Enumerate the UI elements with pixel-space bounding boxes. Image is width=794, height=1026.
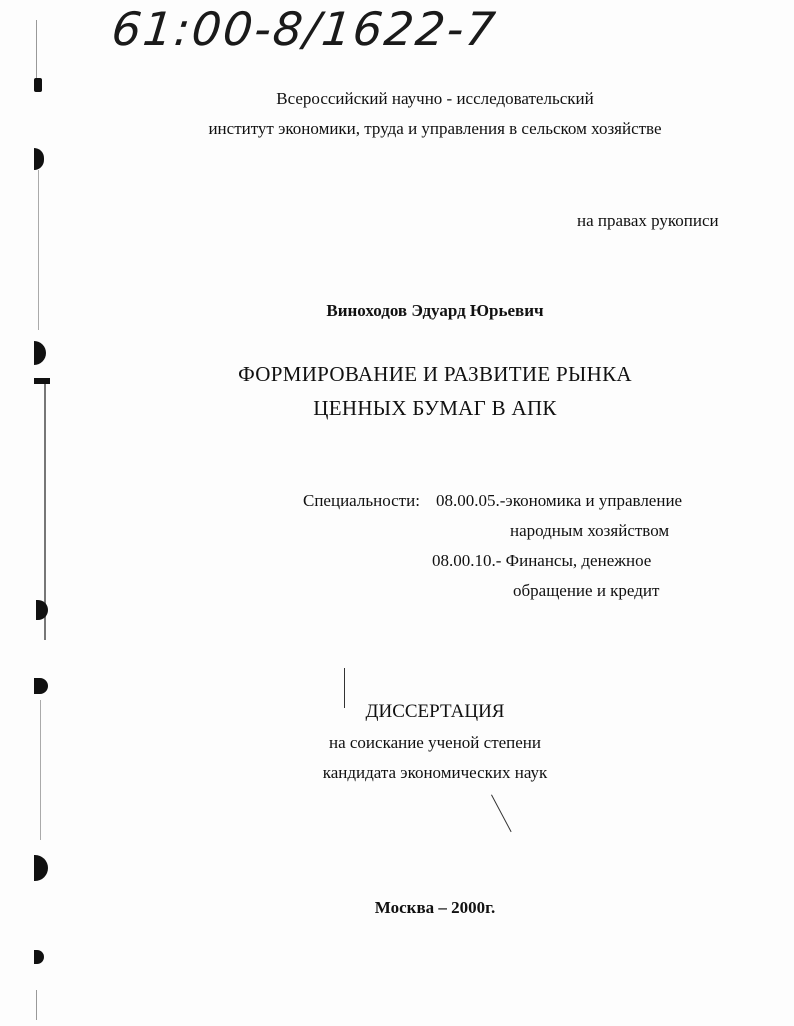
city-year: Москва – 2000г. bbox=[374, 898, 496, 917]
institution-line-2: институт экономики, труда и управления в сельском хозяйстве bbox=[208, 119, 662, 138]
specialty-2-line-1: 08.00.10.- Финансы, денежное bbox=[432, 551, 652, 570]
thesis-title-line-2: ЦЕННЫХ БУМАГ В АПК bbox=[313, 396, 557, 420]
specialty-2-line-2: обращение и кредит bbox=[513, 581, 660, 600]
dissertation-degree-line-2: кандидата экономических наук bbox=[322, 763, 548, 782]
specialties-label: Специальности: bbox=[303, 491, 420, 510]
pen-mark bbox=[491, 795, 512, 833]
dissertation-heading: ДИССЕРТАЦИЯ bbox=[365, 701, 505, 722]
thesis-title-line-1: ФОРМИРОВАНИЕ И РАЗВИТИЕ РЫНКА bbox=[238, 362, 632, 386]
handwritten-archive-number: 61:00-8/1622-7 bbox=[109, 2, 500, 56]
specialty-1-line-1: 08.00.05.-экономика и управление bbox=[436, 491, 683, 510]
dissertation-degree-line-1: на соискание ученой степени bbox=[328, 733, 542, 752]
specialty-1-line-2: народным хозяйством bbox=[510, 521, 670, 540]
institution-line-1: Всероссийский научно - исследовательский bbox=[276, 89, 594, 108]
manuscript-rights-note: на правах рукописи bbox=[577, 211, 719, 230]
author-name: Виноходов Эдуард Юрьевич bbox=[326, 301, 544, 320]
